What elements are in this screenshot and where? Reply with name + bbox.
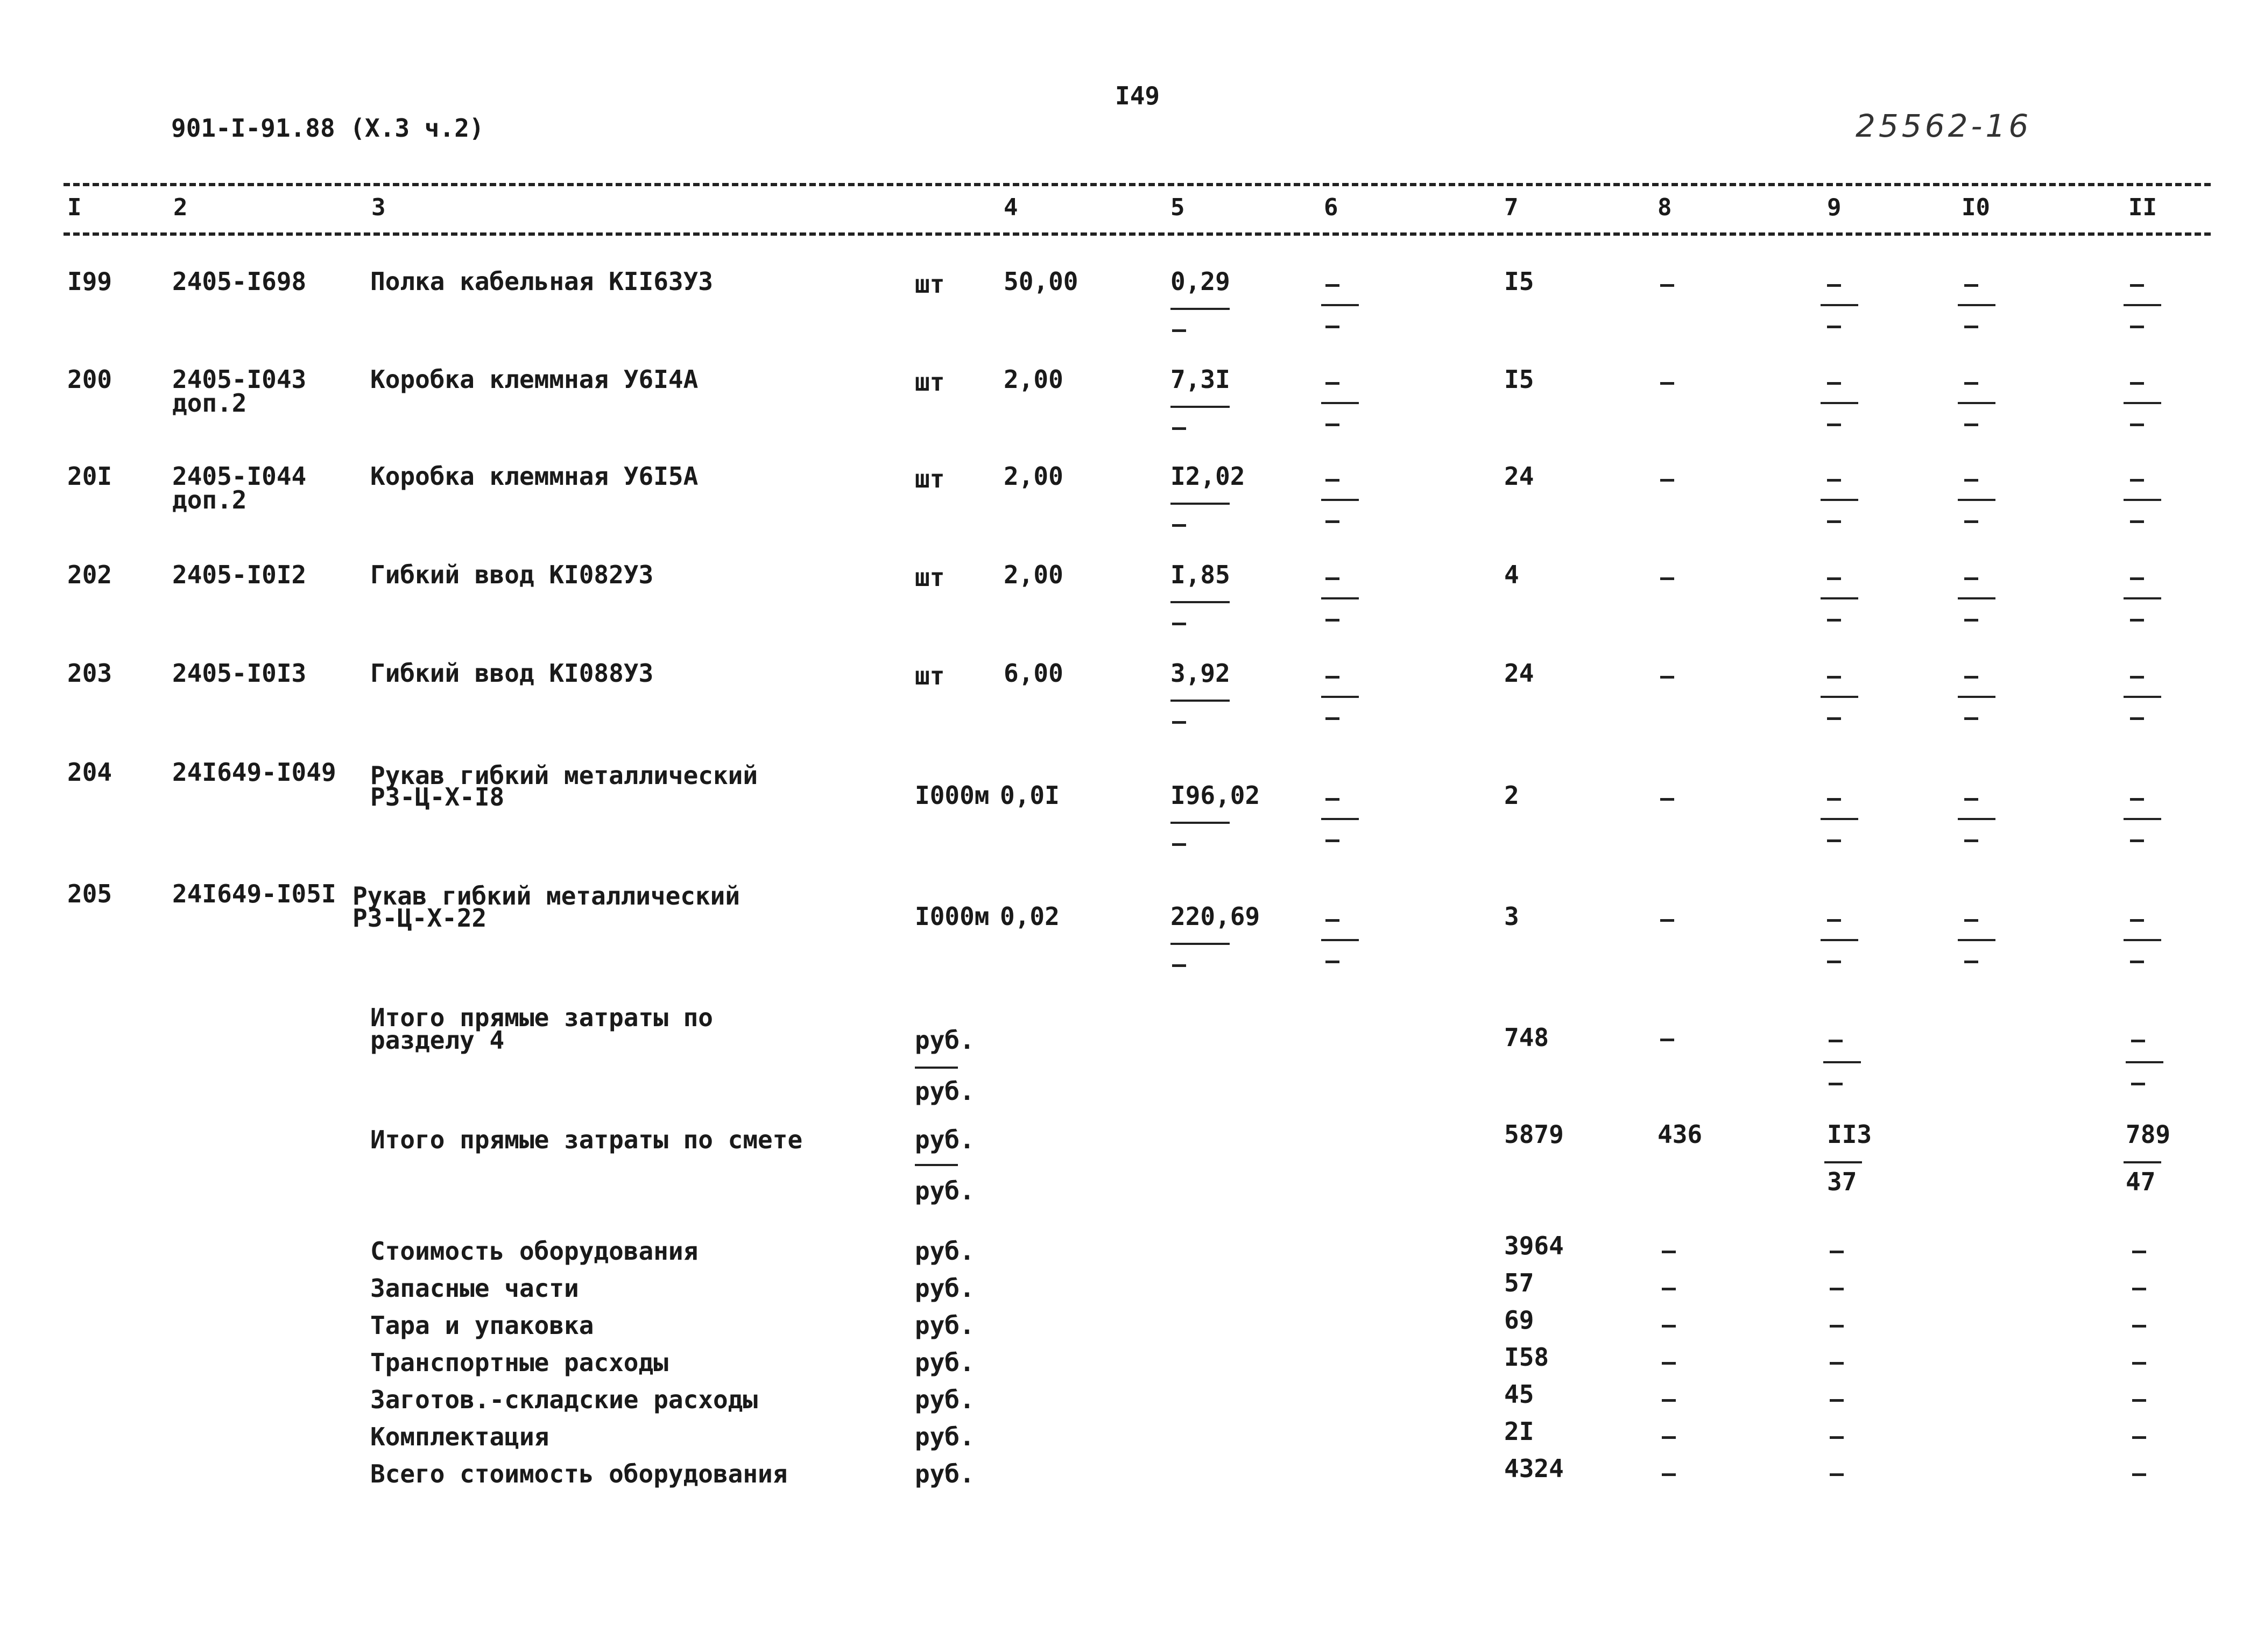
dash-mark <box>1325 919 1339 922</box>
dash-mark <box>2130 839 2144 842</box>
dash-mark <box>1662 1325 1676 1328</box>
dash-mark <box>1827 717 1841 720</box>
fraction-bar <box>2126 1061 2163 1063</box>
equipment-value: 45 <box>1504 1380 1534 1409</box>
col-header-9: 9 <box>1827 194 1842 221</box>
dash-mark <box>2130 326 2144 328</box>
dash-mark <box>2130 423 2144 426</box>
dash-mark <box>1172 623 1186 625</box>
dash-mark <box>1325 284 1339 287</box>
section-total-unit-top: руб. <box>915 1026 975 1055</box>
col-header-10: I0 <box>1962 194 1990 221</box>
row-code: 2405-I0I3 <box>172 659 307 688</box>
dash-mark <box>2130 717 2144 720</box>
price-fraction-bar <box>1170 503 1230 505</box>
dash-mark <box>1660 577 1674 580</box>
dash-mark <box>1827 382 1841 385</box>
dash-mark <box>1964 839 1978 842</box>
row-unit: шт <box>915 661 945 690</box>
dash-mark <box>2132 1251 2146 1253</box>
equipment-unit: руб. <box>915 1274 975 1303</box>
equipment-value: 4324 <box>1504 1454 1564 1483</box>
fraction-bar <box>1824 1161 1862 1163</box>
equipment-label: Запасные части <box>370 1274 579 1303</box>
col-header-4: 4 <box>1004 194 1018 221</box>
equipment-label: Тара и упаковка <box>370 1311 594 1340</box>
equipment-value: 57 <box>1504 1268 1534 1297</box>
dash-mark <box>2130 479 2144 482</box>
dash-mark <box>1325 961 1339 963</box>
fraction-bar <box>2124 1161 2161 1163</box>
col-header-6: 6 <box>1324 194 1338 221</box>
dash-mark <box>1827 284 1841 287</box>
estimate-total-unit-top: руб. <box>915 1125 975 1154</box>
dash-mark <box>1964 919 1978 922</box>
fraction-bar <box>1958 402 1995 404</box>
dash-mark <box>1660 479 1674 482</box>
dash-mark <box>1662 1288 1676 1290</box>
col-header-3: 3 <box>371 194 386 221</box>
dash-mark <box>1325 798 1339 801</box>
row-name: Рукав гибкий металлический <box>370 761 758 790</box>
dash-mark <box>1325 326 1339 328</box>
row-name: Гибкий ввод КI088У3 <box>370 659 654 688</box>
dash-mark <box>1830 1399 1844 1402</box>
row-code: 24I649-I05I <box>172 879 336 908</box>
dash-mark <box>1172 843 1186 846</box>
dash-mark <box>1325 423 1339 426</box>
equipment-unit: руб. <box>915 1311 975 1340</box>
price-fraction-bar <box>1170 700 1230 702</box>
dash-mark <box>1660 798 1674 801</box>
fraction-bar <box>1958 304 1995 306</box>
dash-mark <box>2130 520 2144 523</box>
dash-mark <box>1325 520 1339 523</box>
price-fraction-bar <box>1170 601 1230 603</box>
dash-mark <box>1662 1436 1676 1439</box>
dash-mark <box>1829 1083 1843 1085</box>
estimate-total-col8: 436 <box>1658 1120 1703 1149</box>
dash-mark <box>1827 919 1841 922</box>
row-code: 2405-I043 <box>172 365 307 394</box>
equipment-label: Комплектация <box>370 1422 549 1451</box>
row-total: I5 <box>1504 365 1534 394</box>
row-number: 204 <box>67 758 112 787</box>
row-price: 3,92 <box>1170 659 1230 688</box>
dash-mark <box>1830 1436 1844 1439</box>
dash-mark <box>1325 676 1339 679</box>
dash-mark <box>1662 1399 1676 1402</box>
equipment-label: Транспортные расходы <box>370 1348 668 1377</box>
row-number: 20I <box>67 462 112 491</box>
row-price: I96,02 <box>1170 781 1260 810</box>
dash-mark <box>1827 479 1841 482</box>
dash-mark <box>1830 1362 1844 1365</box>
row-name: Коробка клеммная У6I4А <box>370 365 699 394</box>
dash-mark <box>2131 1040 2145 1042</box>
row-name: Рукав гибкий металлический <box>352 881 740 910</box>
equipment-value: I58 <box>1504 1343 1549 1372</box>
dash-mark <box>2130 284 2144 287</box>
dash-mark <box>2132 1436 2146 1439</box>
row-number: 203 <box>67 659 112 688</box>
row-quantity: 50,00 <box>1004 267 1078 296</box>
row-code: 2405-I044 <box>172 462 307 491</box>
dash-mark <box>1827 423 1841 426</box>
row-price: I2,02 <box>1170 462 1245 491</box>
row-code: 24I649-I049 <box>172 758 336 787</box>
fraction-bar <box>1823 1061 1861 1063</box>
unit-fraction-bar <box>915 1164 958 1166</box>
dash-mark <box>2132 1288 2146 1290</box>
dash-mark <box>1964 520 1978 523</box>
dash-mark <box>1827 839 1841 842</box>
dash-mark <box>2130 961 2144 963</box>
fraction-bar <box>1321 597 1359 599</box>
handwritten-number: 25562-16 <box>1856 108 2032 144</box>
row-quantity: 2,00 <box>1004 560 1063 589</box>
dash-mark <box>2130 676 2144 679</box>
row-unit: шт <box>915 464 945 493</box>
dash-mark <box>1827 961 1841 963</box>
estimate-total-col11-top: 789 <box>2126 1120 2171 1149</box>
row-name-line2: Р3-Ц-Х-I8 <box>370 782 505 811</box>
dash-mark <box>1325 619 1339 622</box>
dash-mark <box>1964 423 1978 426</box>
row-code: 2405-I0I2 <box>172 560 307 589</box>
row-price: 220,69 <box>1170 902 1260 931</box>
row-unit: шт <box>915 368 945 397</box>
col-header-2: 2 <box>173 194 188 221</box>
row-number: 202 <box>67 560 112 589</box>
row-price: 0,29 <box>1170 267 1230 296</box>
equipment-label: Заготов.-складские расходы <box>370 1385 758 1414</box>
section-total-label-line2: разделу 4 <box>370 1026 505 1055</box>
row-total: 24 <box>1504 462 1534 491</box>
dash-mark <box>1964 676 1978 679</box>
row-unit: шт <box>915 563 945 592</box>
row-code-suffix: доп.2 <box>172 389 247 418</box>
row-total: 2 <box>1504 781 1519 810</box>
dash-mark <box>1964 577 1978 580</box>
dash-mark <box>2130 382 2144 385</box>
fraction-bar <box>2124 696 2161 698</box>
unit-fraction-bar <box>915 1067 958 1069</box>
fraction-bar <box>1821 818 1858 820</box>
dash-mark <box>1830 1325 1844 1328</box>
dash-mark <box>2132 1399 2146 1402</box>
dash-mark <box>1830 1251 1844 1253</box>
fraction-bar <box>2124 818 2161 820</box>
dash-mark <box>1827 326 1841 328</box>
dash-mark <box>1662 1251 1676 1253</box>
row-number: 200 <box>67 365 112 394</box>
dash-mark <box>1172 427 1186 430</box>
dash-mark <box>1829 1040 1843 1042</box>
dash-mark <box>1325 382 1339 385</box>
dash-mark <box>1172 721 1186 724</box>
equipment-unit: руб. <box>915 1385 975 1414</box>
dash-mark <box>2130 577 2144 580</box>
fraction-bar <box>1821 304 1858 306</box>
equipment-unit: руб. <box>915 1348 975 1377</box>
estimate-total-col7: 5879 <box>1504 1120 1564 1149</box>
dash-mark <box>2131 1083 2145 1085</box>
dash-mark <box>1660 1039 1674 1041</box>
section-total-label: Итого прямые затраты по <box>370 1003 713 1032</box>
equipment-unit: руб. <box>915 1459 975 1488</box>
equipment-value: 3964 <box>1504 1231 1564 1260</box>
dash-mark <box>2132 1325 2146 1328</box>
row-unit: I000м <box>915 902 990 931</box>
dash-mark <box>1964 619 1978 622</box>
dash-mark <box>1827 619 1841 622</box>
dash-mark <box>1964 479 1978 482</box>
row-unit: I000м <box>915 781 990 810</box>
dash-mark <box>1964 382 1978 385</box>
fraction-bar <box>1821 597 1858 599</box>
estimate-total-col9-bottom: 37 <box>1827 1167 1857 1196</box>
fraction-bar <box>1821 499 1858 501</box>
fraction-bar <box>1321 499 1359 501</box>
fraction-bar <box>1821 696 1858 698</box>
dash-mark <box>1660 676 1674 679</box>
dash-mark <box>1325 577 1339 580</box>
row-name: Полка кабельная КII63У3 <box>370 267 713 296</box>
col-header-8: 8 <box>1658 194 1672 221</box>
fraction-bar <box>2124 402 2161 404</box>
header-top-rule <box>64 183 2211 186</box>
dash-mark <box>2130 798 2144 801</box>
row-quantity: 0,02 <box>1000 902 1060 931</box>
fraction-bar <box>1321 304 1359 306</box>
fraction-bar <box>2124 499 2161 501</box>
row-code: 2405-I698 <box>172 267 307 296</box>
fraction-bar <box>1958 499 1995 501</box>
equipment-label: Стоимость оборудования <box>370 1237 699 1266</box>
dash-mark <box>2130 619 2144 622</box>
price-fraction-bar <box>1170 822 1230 824</box>
dash-mark <box>1325 717 1339 720</box>
estimate-total-col9-top: II3 <box>1827 1120 1872 1149</box>
fraction-bar <box>1321 696 1359 698</box>
page-number: I49 <box>1115 81 1160 110</box>
dash-mark <box>1964 326 1978 328</box>
fraction-bar <box>1958 818 1995 820</box>
price-fraction-bar <box>1170 943 1230 945</box>
row-name-line2: Р3-Ц-Х-22 <box>352 903 487 933</box>
section-total-unit-bottom: руб. <box>915 1077 975 1106</box>
dash-mark <box>1172 329 1186 332</box>
section-total-value: 748 <box>1504 1023 1549 1052</box>
row-total: 24 <box>1504 659 1534 688</box>
fraction-bar <box>1958 597 1995 599</box>
dash-mark <box>1662 1473 1676 1476</box>
fraction-bar <box>1321 818 1359 820</box>
row-total: I5 <box>1504 267 1534 296</box>
col-header-5: 5 <box>1170 194 1185 221</box>
price-fraction-bar <box>1170 308 1230 310</box>
col-header-11: II <box>2128 194 2157 221</box>
dash-mark <box>1325 839 1339 842</box>
dash-mark <box>1662 1362 1676 1365</box>
price-fraction-bar <box>1170 406 1230 408</box>
row-unit: шт <box>915 270 945 299</box>
dash-mark <box>1325 479 1339 482</box>
estimate-total-label: Итого прямые затраты по смете <box>370 1125 803 1154</box>
row-name: Гибкий ввод КI082У3 <box>370 560 654 589</box>
dash-mark <box>1827 676 1841 679</box>
fraction-bar <box>2124 597 2161 599</box>
dash-mark <box>1964 284 1978 287</box>
dash-mark <box>1827 798 1841 801</box>
dash-mark <box>1172 964 1186 967</box>
row-quantity: 0,0I <box>1000 781 1060 810</box>
fraction-bar <box>1821 939 1858 941</box>
col-header-7: 7 <box>1504 194 1519 221</box>
equipment-value: 2I <box>1504 1417 1534 1446</box>
equipment-unit: руб. <box>915 1237 975 1266</box>
row-quantity: 6,00 <box>1004 659 1063 688</box>
dash-mark <box>1830 1473 1844 1476</box>
row-total: 3 <box>1504 902 1519 931</box>
fraction-bar <box>1321 402 1359 404</box>
dash-mark <box>1660 284 1674 287</box>
col-header-1: I <box>67 194 82 221</box>
row-total: 4 <box>1504 560 1519 589</box>
estimate-total-unit-bottom: руб. <box>915 1176 975 1205</box>
row-quantity: 2,00 <box>1004 365 1063 394</box>
row-code-suffix: доп.2 <box>172 485 247 514</box>
row-number: 205 <box>67 879 112 908</box>
header-bottom-rule <box>64 232 2211 236</box>
fraction-bar <box>1958 939 1995 941</box>
fraction-bar <box>2124 304 2161 306</box>
estimate-total-col11-bottom: 47 <box>2126 1167 2156 1196</box>
fraction-bar <box>1958 696 1995 698</box>
dash-mark <box>2130 919 2144 922</box>
dash-mark <box>1964 961 1978 963</box>
dash-mark <box>1172 524 1186 527</box>
equipment-unit: руб. <box>915 1422 975 1451</box>
row-number: I99 <box>67 267 112 296</box>
dash-mark <box>1660 919 1674 922</box>
dash-mark <box>1964 717 1978 720</box>
dash-mark <box>2132 1473 2146 1476</box>
dash-mark <box>1827 520 1841 523</box>
row-quantity: 2,00 <box>1004 462 1063 491</box>
row-name: Коробка клеммная У6I5А <box>370 462 699 491</box>
document-code: 901-I-91.88 (X.3 ч.2) <box>171 114 484 143</box>
fraction-bar <box>2124 939 2161 941</box>
row-price: 7,3I <box>1170 365 1230 394</box>
dash-mark <box>1964 798 1978 801</box>
fraction-bar <box>1321 939 1359 941</box>
row-price: I,85 <box>1170 560 1230 589</box>
equipment-label: Всего стоимость оборудования <box>370 1459 788 1488</box>
dash-mark <box>1830 1288 1844 1290</box>
dash-mark <box>2132 1362 2146 1365</box>
dash-mark <box>1827 577 1841 580</box>
equipment-value: 69 <box>1504 1305 1534 1335</box>
fraction-bar <box>1821 402 1858 404</box>
dash-mark <box>1660 382 1674 385</box>
